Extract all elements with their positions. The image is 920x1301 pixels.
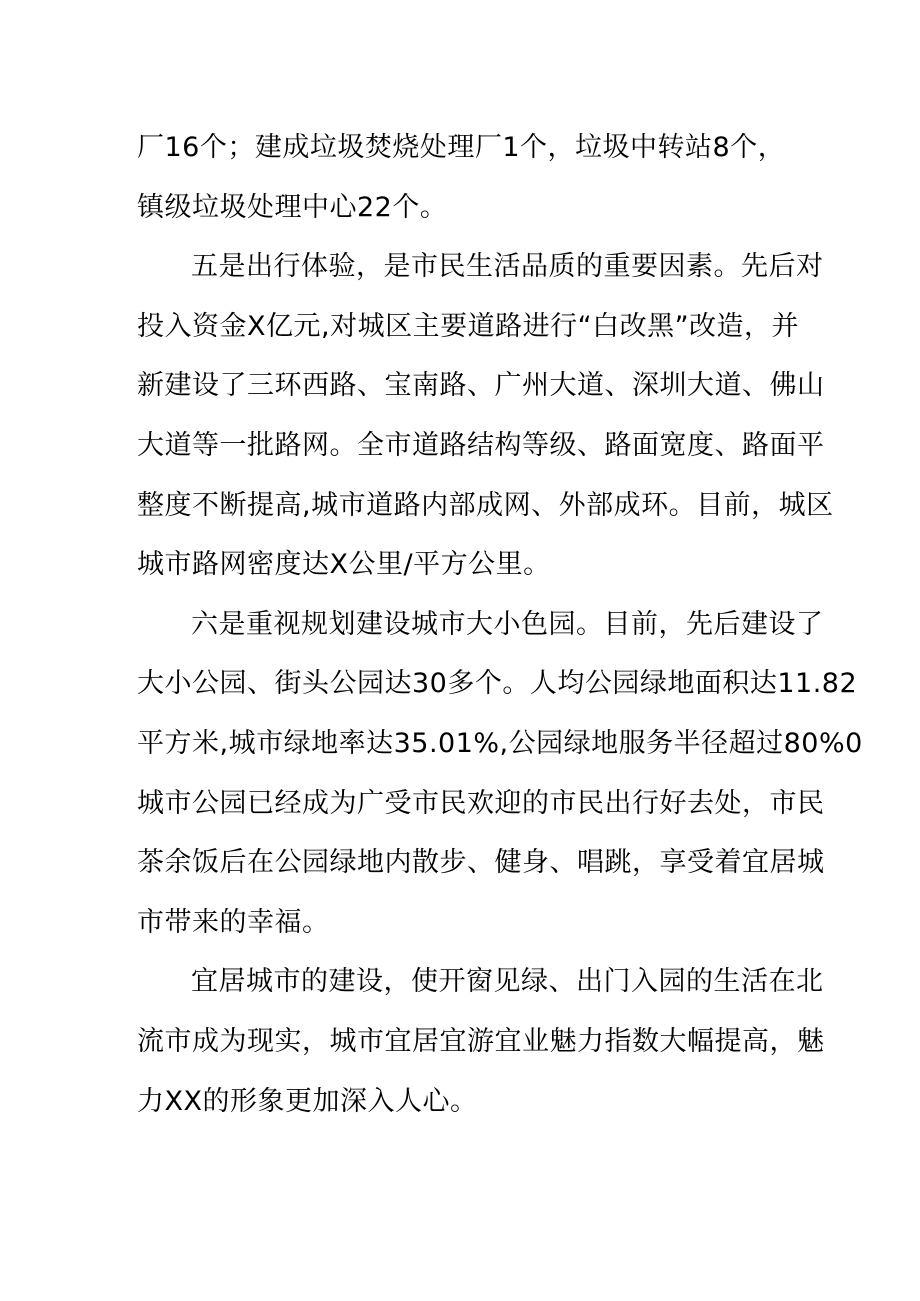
paragraph-5-line-1: 五是出行体验，是市民生活品质的重要因素。先后对: [191, 251, 824, 283]
conclusion-line-3: 力XX的形象更加深入人心。: [137, 1085, 478, 1117]
paragraph-6-line-4: 城市公园已经成为广受市民欢迎的市民出行好去处，市民: [137, 787, 825, 819]
paragraph-6-line-5: 茶余饭后在公园绿地内散步、健身、唱跳，享受着宜居城: [137, 847, 825, 879]
paragraph-6-line-1: 六是重视规划建设城市大小色园。目前，先后建设了: [191, 608, 824, 640]
paragraph-5-line-5: 整度不断提高,城市道路内部成网、外部成环。目前，城区: [137, 489, 834, 521]
conclusion-line-2: 流市成为现实，城市宜居宜游宜业魅力指数大幅提高，魅: [137, 1025, 825, 1057]
body-text: [137, 118, 863, 1131]
paragraph-5-line-4: 大道等一批路网。全市道路结构等级、路面宽度、路面平: [137, 429, 825, 461]
paragraph-5-line-2: 投入资金X亿元,对城区主要道路进行“白改黑”改造，并: [137, 310, 800, 342]
paragraph-6-line-3: 平方米,城市绿地率达35.01%,公园绿地服务半径超过80%0: [137, 727, 863, 759]
paragraph-5-line-6: 城市路网密度达X公里/平方公里。: [137, 549, 551, 581]
paragraph-6-line-6: 市带来的幸福。: [137, 906, 330, 938]
paragraph-5-line-3: 新建设了三环西路、宝南路、广州大道、深圳大道、佛山: [137, 370, 825, 402]
conclusion-line-1: 宜居城市的建设，使开窗见绿、出门入园的生活在北: [191, 966, 824, 998]
text-line-1: 厂16个；建成垃圾焚烧处理厂1个，垃圾中转站8个，: [137, 132, 786, 163]
text-line-2: 镇级垃圾处理中心22个。: [137, 191, 448, 223]
paragraph-6-line-2: 大小公园、街头公园达30多个。人均公园绿地面积达11.82: [137, 668, 858, 700]
